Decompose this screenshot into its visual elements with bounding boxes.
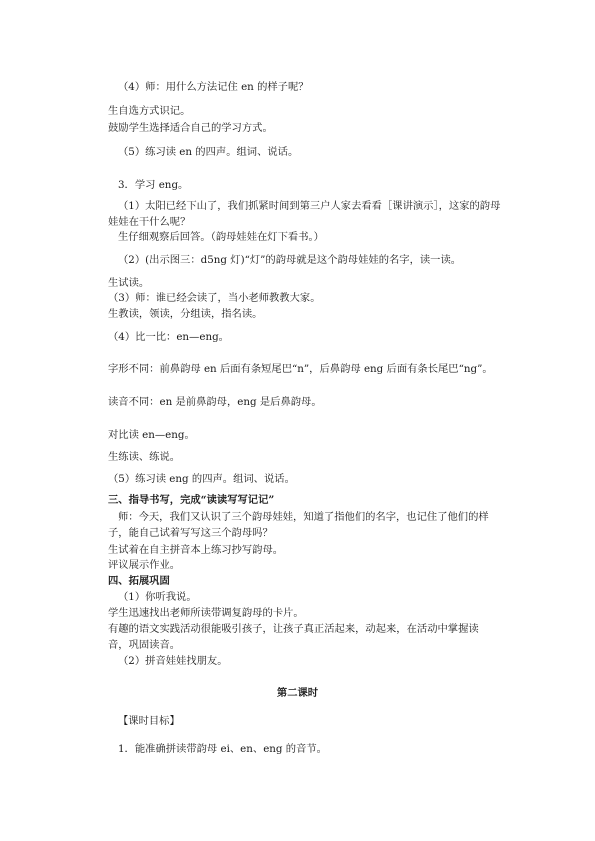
lesson-title: 第二课时	[276, 687, 319, 699]
text-line: 1．能准确拼读带韵母 ei、en、eng 的音节。	[118, 743, 327, 755]
text-line: 有趣的语文实践活动很能吸引孩子，让孩子真正活起来，动起来，在活动中掌握读	[108, 623, 479, 635]
text-line: 生试着在自主拼音本上练习抄写韵母。	[108, 544, 284, 556]
text-line: 生练读、练说。	[108, 451, 181, 463]
text-line: 评议展示作业。	[108, 559, 181, 571]
text-line: （1）太阳已经下山了，我们抓紧时间到第三户人家去看看［课讲演示］，这家的韵母	[118, 200, 501, 212]
text-line: 生教读，领读，分组读，指名读。	[108, 308, 263, 320]
text-line: （4）师：用什么方法记住 en 的样子呢？	[118, 81, 309, 93]
text-line: 鼓励学生选择适合自己的学习方式。	[108, 122, 273, 134]
text-line: 对比读 en—eng。	[108, 429, 195, 441]
text-line: （4）比一比：en—eng。	[108, 331, 229, 343]
text-line: 生自选方式识记。	[108, 105, 191, 117]
section-heading: 3．学习 eng。	[118, 179, 189, 191]
section-heading: 【课时目标】	[118, 715, 180, 727]
text-line: （5）练习读 eng 的四声。组词、说话。	[108, 473, 295, 485]
text-line: 娃娃在干什么呢？	[108, 216, 191, 228]
text-line: 师：今天，我们又认识了三个韵母娃娃，知道了指他们的名字，也记住了他们的样	[118, 511, 489, 523]
section-heading: 四、拓展巩固	[108, 575, 170, 587]
text-line: 音，巩固读音。	[108, 639, 181, 651]
text-line: 读音不同：en 是前鼻韵母，eng 是后鼻韵母。	[108, 396, 322, 408]
section-heading: 三、指导书写，完成“读读写写记记”	[108, 494, 275, 506]
text-line: （2）拼音娃娃找朋友。	[118, 655, 228, 667]
text-line: 学生迅速找出老师所读带调复韵母的卡片。	[108, 607, 304, 619]
text-line: （3）师：谁已经会读了，当小老师教教大家。	[108, 292, 321, 304]
text-line: （1）你听我说。	[118, 591, 197, 603]
text-line: 生仔细观察后回答。（韵母娃娃在灯下看书。）	[118, 231, 324, 243]
text-line: 子，能自己试着写写这三个韵母吗？	[108, 527, 273, 539]
text-line: （5）练习读 en 的四声。组词、说话。	[118, 146, 299, 158]
text-line: 生试读。	[108, 277, 150, 289]
text-line: （2）(出示图三：d5ng 灯)“灯”的韵母就是这个韵母娃娃的名字，读一读。	[118, 254, 462, 266]
text-line: 字形不同：前鼻韵母 en 后面有条短尾巴“n”，后鼻韵母 eng 后面有条长尾巴“ng”。	[108, 363, 493, 375]
